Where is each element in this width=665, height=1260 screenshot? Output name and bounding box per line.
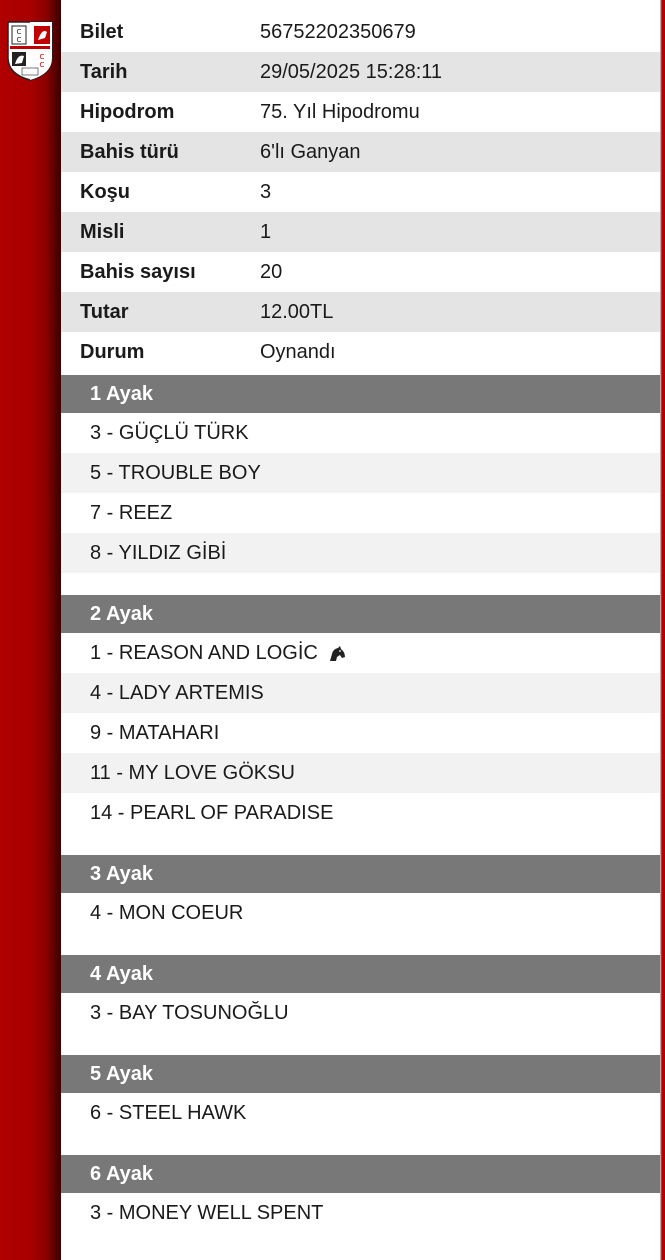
horse-name: 4 - MON COEUR: [90, 901, 244, 924]
leg-header: 5 Ayak: [61, 1055, 660, 1093]
info-row: [61, 132, 660, 172]
left-sidebar: [0, 0, 61, 1260]
svg-text:C: C: [39, 53, 45, 61]
leg-spacer: [61, 1233, 660, 1255]
leg-header: 4 Ayak: [61, 955, 660, 993]
leg-spacer: [61, 1033, 660, 1055]
horse-row: [61, 893, 660, 933]
ticket-detail-panel: [61, 0, 660, 1260]
info-row: [61, 292, 660, 332]
info-row: [61, 12, 660, 52]
info-label: Tarih: [80, 60, 128, 83]
info-value: 20: [260, 260, 283, 283]
leg-spacer: [61, 1133, 660, 1155]
info-row: [61, 52, 660, 92]
horse-row: [61, 673, 660, 713]
horse-name: 1 - REASON AND LOGİC: [90, 641, 318, 664]
info-label: Tutar: [80, 300, 129, 323]
info-value: 1: [260, 220, 272, 243]
svg-text:C: C: [16, 36, 22, 44]
leg-header: 2 Ayak: [61, 595, 660, 633]
svg-text:C: C: [16, 28, 22, 36]
info-value: 12.00TL: [260, 300, 334, 323]
horse-row: [61, 453, 660, 493]
leg-spacer: [61, 573, 660, 595]
info-label: Misli: [80, 220, 125, 243]
leg-spacer: [61, 933, 660, 955]
info-value: Oynandı: [260, 340, 336, 363]
leg-header: 6 Ayak: [61, 1155, 660, 1193]
horse-row: [61, 633, 660, 673]
horse-name: 7 - REEZ: [90, 501, 173, 524]
horse-name: 3 - GÜÇLÜ TÜRK: [90, 421, 249, 444]
legs-list: [61, 375, 660, 1255]
horse-row: [61, 1193, 660, 1233]
horse-row: [61, 713, 660, 753]
info-label: Hipodrom: [80, 100, 175, 123]
horse-row: [61, 793, 660, 833]
horse-name: 11 - MY LOVE GÖKSU: [90, 761, 295, 784]
horse-name: 3 - BAY TOSUNOĞLU: [90, 1001, 289, 1024]
horse-row: [61, 1093, 660, 1133]
info-row: [61, 252, 660, 292]
info-value: 6'lı Ganyan: [260, 140, 361, 163]
ticket-info-table: [61, 12, 660, 372]
leg-header: 3 Ayak: [61, 855, 660, 893]
leg-spacer: [61, 833, 660, 855]
info-value: 56752202350679: [260, 20, 416, 43]
info-value: 75. Yıl Hipodromu: [260, 100, 420, 123]
right-edge-border: [660, 0, 665, 1260]
info-label: Koşu: [80, 180, 130, 203]
info-label: Durum: [80, 340, 145, 363]
info-label: Bahis türü: [80, 140, 179, 163]
horse-row: [61, 753, 660, 793]
horse-head-icon: [328, 645, 346, 661]
leg-header: 1 Ayak: [61, 375, 660, 413]
info-value: 3: [260, 180, 272, 203]
horse-row: [61, 413, 660, 453]
horse-row: [61, 533, 660, 573]
horse-row: [61, 493, 660, 533]
club-crest-icon: [6, 18, 54, 82]
horse-name: 3 - MONEY WELL SPENT: [90, 1201, 324, 1224]
horse-row: [61, 993, 660, 1033]
info-row: [61, 212, 660, 252]
horse-name: 9 - MATAHARI: [90, 721, 220, 744]
horse-name: 8 - YILDIZ GİBİ: [90, 541, 227, 564]
info-row: [61, 332, 660, 372]
svg-text:C: C: [39, 61, 45, 69]
info-row: [61, 172, 660, 212]
info-label: Bahis sayısı: [80, 260, 196, 283]
horse-name: 6 - STEEL HAWK: [90, 1101, 247, 1124]
horse-name: 5 - TROUBLE BOY: [90, 461, 261, 484]
horse-name: 4 - LADY ARTEMIS: [90, 681, 264, 704]
info-value: 29/05/2025 15:28:11: [260, 60, 443, 83]
horse-name: 14 - PEARL OF PARADISE: [90, 801, 334, 824]
info-label: Bilet: [80, 20, 124, 43]
info-row: [61, 92, 660, 132]
